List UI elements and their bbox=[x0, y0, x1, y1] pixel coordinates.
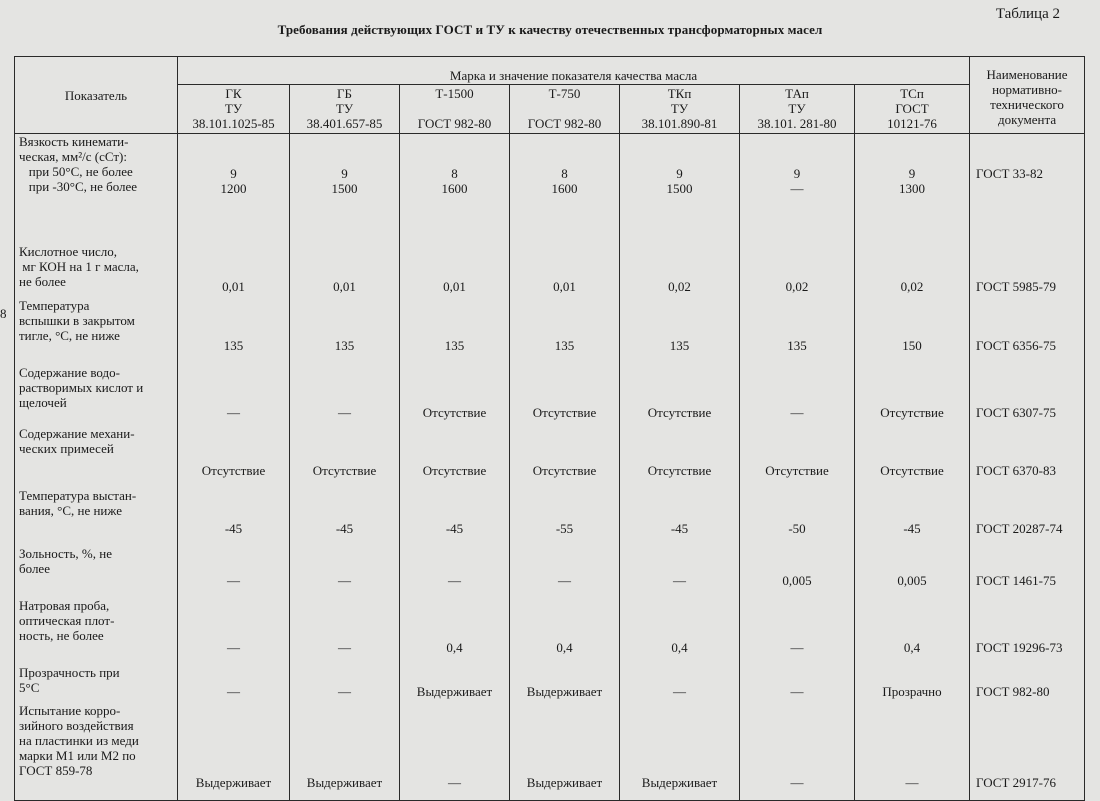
document-cell: ГОСТ 2917-76 bbox=[970, 703, 1085, 801]
indicator-cell: Кислотное число, мг КОН на 1 г масла, не более bbox=[15, 244, 178, 298]
table-row bbox=[15, 244, 1085, 298]
indicator-cell: Прозрачность при 5°С bbox=[15, 665, 178, 703]
value-cell: 9 1200 bbox=[178, 134, 290, 245]
value-cell: 0,02 bbox=[855, 244, 970, 298]
brand-doc: 38.401.657-85 bbox=[306, 116, 383, 131]
table-row bbox=[15, 365, 1085, 426]
quality-requirements-table bbox=[14, 56, 1085, 801]
brand-doc: ГОСТ 982-80 bbox=[527, 116, 602, 131]
table-title: Требования действующих ГОСТ и ТУ к качеству отечественных трансформаторных масел bbox=[277, 22, 823, 37]
value-cell: 0,005 bbox=[855, 546, 970, 598]
value-cell: Отсутствие bbox=[178, 426, 290, 488]
value-cell: 9 1300 bbox=[855, 134, 970, 245]
value-cell: Прозрачно bbox=[855, 665, 970, 703]
value-cell: — bbox=[740, 703, 855, 801]
value-cell: — bbox=[178, 546, 290, 598]
table-row bbox=[15, 426, 1085, 488]
brand-doc: 38.101.890-81 bbox=[641, 116, 718, 131]
value-cell: Отсутствие bbox=[855, 365, 970, 426]
value-cell: Отсутствие bbox=[740, 426, 855, 488]
brand-name: ТАп bbox=[785, 86, 809, 101]
value-cell: 9 — bbox=[740, 134, 855, 245]
brand-tu: ТУ bbox=[224, 101, 243, 116]
document-cell: ГОСТ 33-82 bbox=[970, 134, 1085, 245]
value-cell: Отсутствие bbox=[510, 365, 620, 426]
indicator-cell: Вязкость кинемати- ческая, мм²/с (сСт): при 50°С, не более при -30°С, не более bbox=[15, 134, 178, 245]
document-cell: ГОСТ 20287-74 bbox=[970, 488, 1085, 546]
indicator-cell: Содержание водо- растворимых кислот и щелочей bbox=[15, 365, 178, 426]
brand-tu: ТУ bbox=[670, 101, 689, 116]
value-cell: 0,4 bbox=[510, 598, 620, 665]
value-cell: -50 bbox=[740, 488, 855, 546]
table-row bbox=[15, 134, 1085, 245]
value-cell: 135 bbox=[620, 298, 740, 365]
header-brand-4 bbox=[620, 85, 740, 134]
header-brand-3 bbox=[510, 85, 620, 134]
brand-name: ГБ bbox=[337, 86, 352, 101]
document-cell: ГОСТ 5985-79 bbox=[970, 244, 1085, 298]
value-cell: 135 bbox=[510, 298, 620, 365]
value-cell: Выдерживает bbox=[510, 703, 620, 801]
value-cell: Отсутствие bbox=[290, 426, 400, 488]
value-cell: — bbox=[290, 598, 400, 665]
header-brand-0 bbox=[178, 85, 290, 134]
brand-tu: ТУ bbox=[335, 101, 354, 116]
value-cell: 0,4 bbox=[855, 598, 970, 665]
value-cell: 0,01 bbox=[178, 244, 290, 298]
indicator-cell: Натровая проба, оптическая плот- ность, не более bbox=[15, 598, 178, 665]
brand-name: Т-750 bbox=[548, 86, 581, 101]
value-cell: — bbox=[740, 365, 855, 426]
value-cell: 135 bbox=[178, 298, 290, 365]
value-cell: — bbox=[290, 365, 400, 426]
brand-name: Т-1500 bbox=[435, 86, 474, 101]
value-cell: Выдерживает bbox=[510, 665, 620, 703]
value-cell: — bbox=[740, 665, 855, 703]
value-cell: 0,02 bbox=[740, 244, 855, 298]
value-cell: 0,4 bbox=[400, 598, 510, 665]
table-row bbox=[15, 298, 1085, 365]
value-cell: 0,01 bbox=[400, 244, 510, 298]
value-cell: — bbox=[620, 665, 740, 703]
brand-tu: ГОСТ bbox=[895, 101, 929, 116]
table-row bbox=[15, 488, 1085, 546]
value-cell: — bbox=[400, 703, 510, 801]
value-cell: — bbox=[178, 365, 290, 426]
value-cell: — bbox=[400, 546, 510, 598]
value-cell: -45 bbox=[178, 488, 290, 546]
table-body bbox=[15, 134, 1085, 801]
value-cell: 8 1600 bbox=[510, 134, 620, 245]
document-cell: ГОСТ 6356-75 bbox=[970, 298, 1085, 365]
table-row bbox=[15, 546, 1085, 598]
header-brand-2 bbox=[400, 85, 510, 134]
value-cell: 135 bbox=[290, 298, 400, 365]
value-cell: — bbox=[620, 546, 740, 598]
value-cell: -55 bbox=[510, 488, 620, 546]
value-cell: 150 bbox=[855, 298, 970, 365]
document-cell: ГОСТ 1461-75 bbox=[970, 546, 1085, 598]
value-cell: — bbox=[178, 598, 290, 665]
brand-tu bbox=[400, 101, 509, 116]
header-document: Наименование нормативно-технического документа bbox=[970, 57, 1085, 134]
value-cell: Отсутствие bbox=[620, 365, 740, 426]
value-cell: 0,02 bbox=[620, 244, 740, 298]
indicator-cell: Содержание механи- ческих примесей bbox=[15, 426, 178, 488]
header-brand-6 bbox=[855, 85, 970, 134]
value-cell: — bbox=[510, 546, 620, 598]
value-cell: Отсутствие bbox=[400, 365, 510, 426]
indicator-cell: Испытание корро- зийного воздействия на пластинки из меди марки М1 или М2 по ГОСТ 859-78 bbox=[15, 703, 178, 801]
indicator-cell: Зольность, %, не более bbox=[15, 546, 178, 598]
brand-tu: ТУ bbox=[788, 101, 806, 116]
document-cell: ГОСТ 6307-75 bbox=[970, 365, 1085, 426]
brand-name: ТКп bbox=[667, 86, 692, 101]
table-row bbox=[15, 598, 1085, 665]
value-cell: 0,005 bbox=[740, 546, 855, 598]
header-brand-group: Марка и значение показателя качества масла bbox=[178, 57, 970, 85]
header-indicator: Показатель bbox=[15, 57, 178, 134]
value-cell: Отсутствие bbox=[400, 426, 510, 488]
value-cell: Отсутствие bbox=[510, 426, 620, 488]
value-cell: Выдерживает bbox=[290, 703, 400, 801]
document-cell: ГОСТ 6370-83 bbox=[970, 426, 1085, 488]
brand-name: ГК bbox=[225, 86, 242, 101]
value-cell: 9 1500 bbox=[620, 134, 740, 245]
indicator-cell: Температура вспышки в закрытом тигле, °С, не ниже bbox=[15, 298, 178, 365]
value-cell: 9 1500 bbox=[290, 134, 400, 245]
value-cell: — bbox=[740, 598, 855, 665]
value-cell: -45 bbox=[400, 488, 510, 546]
value-cell: 0,01 bbox=[510, 244, 620, 298]
value-cell: 135 bbox=[740, 298, 855, 365]
value-cell: 0,4 bbox=[620, 598, 740, 665]
value-cell: -45 bbox=[620, 488, 740, 546]
value-cell: Выдерживает bbox=[620, 703, 740, 801]
table-row bbox=[15, 665, 1085, 703]
table-row bbox=[15, 703, 1085, 801]
value-cell: Отсутствие bbox=[855, 426, 970, 488]
brand-tu bbox=[510, 101, 619, 116]
value-cell: 135 bbox=[400, 298, 510, 365]
margin-page-mark: 8 bbox=[0, 306, 7, 321]
header-brand-5 bbox=[740, 85, 855, 134]
table-number: Таблица 2 bbox=[995, 6, 1060, 22]
value-cell: — bbox=[290, 665, 400, 703]
brand-name: ТСп bbox=[900, 86, 924, 101]
value-cell: Выдерживает bbox=[400, 665, 510, 703]
value-cell: — bbox=[290, 546, 400, 598]
value-cell: — bbox=[178, 665, 290, 703]
value-cell: Выдерживает bbox=[178, 703, 290, 801]
document-cell: ГОСТ 982-80 bbox=[970, 665, 1085, 703]
value-cell: -45 bbox=[855, 488, 970, 546]
header-brand-1 bbox=[290, 85, 400, 134]
value-cell: Отсутствие bbox=[620, 426, 740, 488]
value-cell: — bbox=[855, 703, 970, 801]
brand-doc: 38.101. 281-80 bbox=[757, 116, 837, 131]
value-cell: -45 bbox=[290, 488, 400, 546]
value-cell: 8 1600 bbox=[400, 134, 510, 245]
value-cell: 0,01 bbox=[290, 244, 400, 298]
brand-doc: ГОСТ 982-80 bbox=[417, 116, 492, 131]
indicator-cell: Температура выстан- вания, °С, не ниже bbox=[15, 488, 178, 546]
document-cell: ГОСТ 19296-73 bbox=[970, 598, 1085, 665]
brand-doc: 10121-76 bbox=[887, 116, 937, 131]
brand-doc: 38.101.1025-85 bbox=[192, 116, 275, 131]
